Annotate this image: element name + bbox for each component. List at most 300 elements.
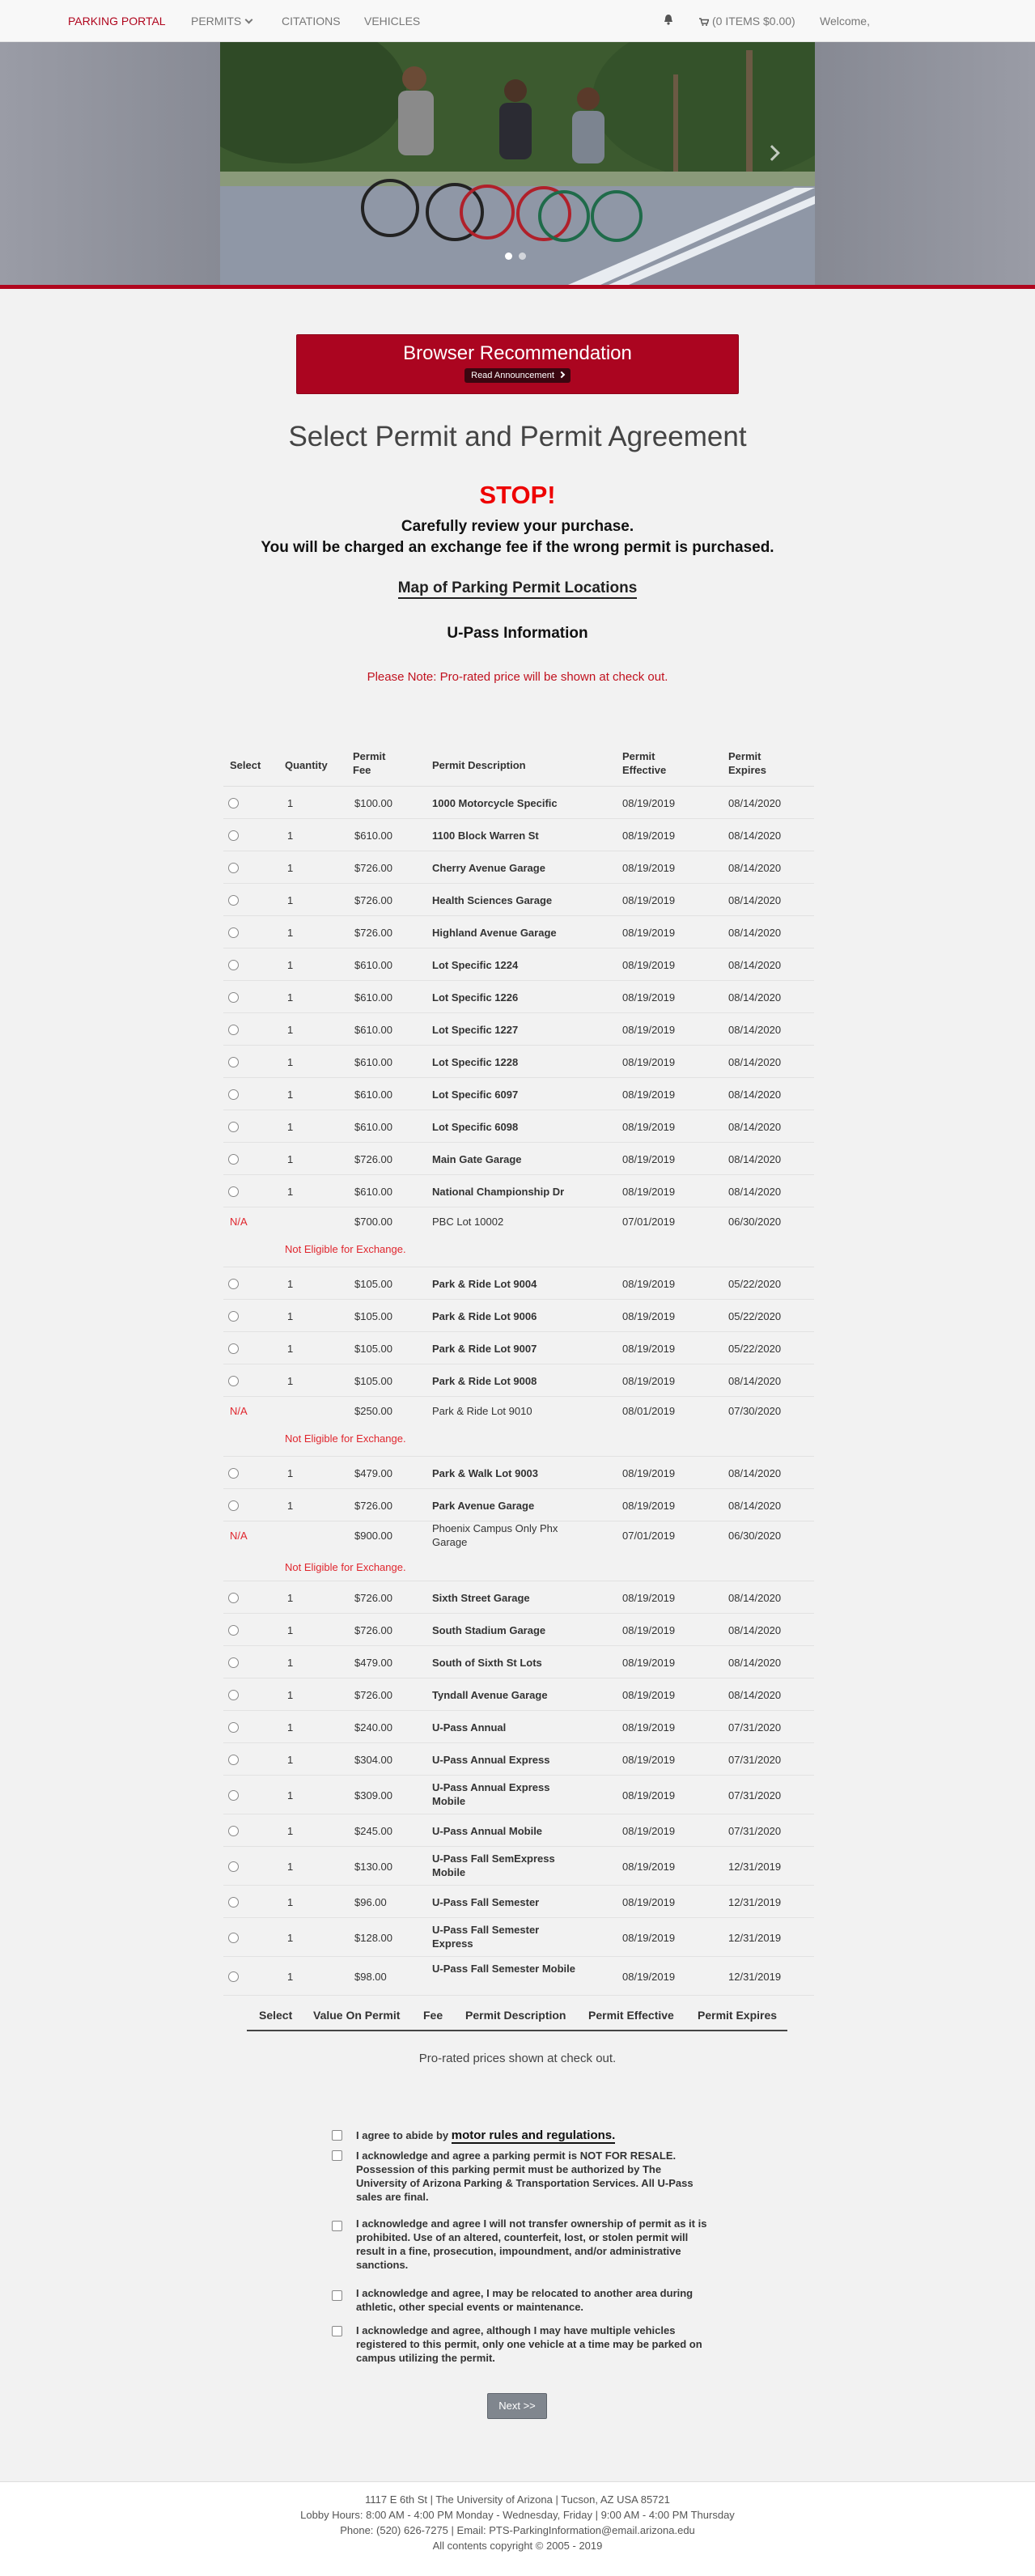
quantity-cell: 1 <box>287 1623 294 1636</box>
agreement-checkbox-1[interactable] <box>332 2130 342 2141</box>
table-row <box>223 1918 814 1957</box>
effective-cell: 08/19/2019 <box>622 1970 676 1983</box>
expires-cell: 12/31/2019 <box>728 1970 782 1983</box>
table-row <box>223 1397 814 1457</box>
table-row <box>223 1078 814 1110</box>
table-row <box>223 948 814 981</box>
permit-select-radio[interactable] <box>228 1186 239 1197</box>
banner-title: Browser Recommendation <box>403 342 632 364</box>
description-cell: U-Pass Fall SemExpress Mobile <box>432 1852 555 1878</box>
fee-cell: $726.00 <box>354 1152 392 1165</box>
table-row <box>223 1046 814 1078</box>
expires-cell: 06/30/2020 <box>728 1530 782 1542</box>
fee-cell: $610.00 <box>354 958 392 971</box>
permit-select-radio[interactable] <box>228 992 239 1003</box>
description-cell: Park & Ride Lot 9004 <box>432 1277 537 1290</box>
description-cell: South of Sixth St Lots <box>432 1656 542 1669</box>
description-cell: Park & Walk Lot 9003 <box>432 1466 539 1479</box>
fee-cell: $610.00 <box>354 1185 392 1198</box>
effective-cell: 08/19/2019 <box>622 1721 676 1734</box>
expires-cell: 08/14/2020 <box>728 1688 782 1701</box>
quantity-cell: 1 <box>287 796 294 809</box>
bell-icon[interactable] <box>664 14 673 25</box>
not-available-label: N/A <box>230 1216 248 1228</box>
expires-cell: 08/14/2020 <box>728 1499 782 1512</box>
permit-select-radio[interactable] <box>228 1057 239 1067</box>
table-row <box>223 1521 814 1581</box>
table-row <box>223 1814 814 1847</box>
footer-hours: Lobby Hours: 8:00 AM - 4:00 PM Monday - Wednesday, Friday | 9:00 AM - 4:00 PM Thursday <box>300 2509 735 2521</box>
carousel-dot[interactable] <box>519 253 526 260</box>
quantity-cell: 1 <box>287 1120 294 1133</box>
effective-cell: 08/19/2019 <box>622 1152 676 1165</box>
fee-cell: $130.00 <box>354 1860 392 1873</box>
table-row <box>223 787 814 819</box>
description-cell: Park & Ride Lot 9007 <box>432 1342 537 1355</box>
not-available-label: N/A <box>230 1530 248 1542</box>
effective-cell: 08/19/2019 <box>622 1688 676 1701</box>
permit-select-radio[interactable] <box>228 1154 239 1165</box>
permit-select-radio[interactable] <box>228 1311 239 1322</box>
expires-cell: 05/22/2020 <box>728 1342 782 1355</box>
top-nav <box>0 0 1035 42</box>
table-row <box>223 1711 814 1743</box>
fee-cell: $128.00 <box>354 1931 392 1944</box>
nav-citations[interactable]: CITATIONS <box>282 15 341 28</box>
fee-cell: $726.00 <box>354 893 392 906</box>
fee-cell: $100.00 <box>354 796 392 809</box>
not-eligible-note: Not Eligible for Exchange. <box>285 1432 406 1445</box>
quantity-cell: 1 <box>287 893 294 906</box>
col2-permit-effective: Permit Effective <box>588 2009 674 2022</box>
quantity-cell: 1 <box>287 861 294 874</box>
permit-select-radio[interactable] <box>228 1790 239 1801</box>
effective-cell: 08/19/2019 <box>622 1466 676 1479</box>
effective-cell: 08/19/2019 <box>622 861 676 874</box>
effective-cell: 08/19/2019 <box>622 1120 676 1133</box>
description-cell: Lot Specific 1227 <box>432 1023 519 1036</box>
fee-cell: $700.00 <box>354 1216 392 1228</box>
nav-vehicles[interactable]: VEHICLES <box>364 15 421 28</box>
hero-carousel <box>0 42 1035 285</box>
quantity-cell: 1 <box>287 1088 294 1101</box>
expires-cell: 08/14/2020 <box>728 796 782 809</box>
effective-cell: 08/19/2019 <box>622 926 676 939</box>
effective-cell: 08/19/2019 <box>622 1055 676 1068</box>
fee-cell: $98.00 <box>354 1970 387 1983</box>
permit-select-radio[interactable] <box>228 1861 239 1872</box>
permit-select-radio[interactable] <box>228 1971 239 1982</box>
effective-cell: 08/19/2019 <box>622 1185 676 1198</box>
footer-address: 1117 E 6th St | The University of Arizona | Tucson, AZ USA 85721 <box>365 2493 670 2506</box>
description-cell: PBC Lot 10002 <box>432 1216 504 1228</box>
not-available-label: N/A <box>230 1405 248 1417</box>
table-row <box>223 1300 814 1332</box>
effective-cell: 07/01/2019 <box>622 1530 676 1542</box>
hero-image <box>220 42 815 285</box>
permit-select-radio[interactable] <box>228 1122 239 1132</box>
warning-line-1: Carefully review your purchase. <box>401 518 634 535</box>
description-cell: Park & Ride Lot 9008 <box>432 1374 537 1387</box>
effective-cell: 07/01/2019 <box>622 1216 676 1228</box>
table-row <box>223 1175 814 1207</box>
permit-select-radio[interactable] <box>228 1025 239 1035</box>
expires-cell: 05/22/2020 <box>728 1277 782 1290</box>
description-cell: 1000 Motorcycle Specific <box>432 796 558 809</box>
read-announcement-button[interactable] <box>464 368 571 383</box>
table-row <box>223 1332 814 1364</box>
table-row <box>223 1743 814 1776</box>
not-eligible-note: Not Eligible for Exchange. <box>285 1243 406 1255</box>
table-row <box>223 916 814 948</box>
map-link-wrap <box>0 579 1035 597</box>
agreement-checkbox-2[interactable] <box>332 2150 342 2161</box>
effective-cell: 08/19/2019 <box>622 1499 676 1512</box>
description-cell: Park & Ride Lot 9006 <box>432 1309 537 1322</box>
quantity-cell: 1 <box>287 958 294 971</box>
hero-divider <box>0 285 1035 289</box>
description-cell: Tyndall Avenue Garage <box>432 1688 548 1701</box>
effective-cell: 08/19/2019 <box>622 958 676 971</box>
agreement-text-1 <box>356 2128 712 2142</box>
effective-cell: 08/19/2019 <box>622 1895 676 1908</box>
description-cell: Lot Specific 6098 <box>432 1120 519 1133</box>
expires-cell: 08/14/2020 <box>728 958 782 971</box>
table-row <box>223 981 814 1013</box>
permit-select-radio[interactable] <box>228 1593 239 1603</box>
col-permit-fee: Permit Fee <box>353 750 386 776</box>
fee-cell: $726.00 <box>354 926 392 939</box>
expires-cell: 08/14/2020 <box>728 1466 782 1479</box>
effective-cell: 08/19/2019 <box>622 1656 676 1669</box>
quantity-cell: 1 <box>287 1895 294 1908</box>
upass-information: U-Pass Information <box>447 625 588 642</box>
effective-cell: 08/19/2019 <box>622 1342 676 1355</box>
fee-cell: $105.00 <box>354 1342 392 1355</box>
prorated-note: Please Note: Pro-rated price will be shown at check out. <box>367 670 668 684</box>
read-announcement-label: Read Announcement <box>471 371 554 380</box>
description-cell: U-Pass Annual <box>432 1721 507 1734</box>
stop-heading: STOP! <box>479 481 556 509</box>
expires-cell: 05/22/2020 <box>728 1309 782 1322</box>
col-permit-description: Permit Description <box>432 759 526 771</box>
quantity-cell: 1 <box>287 991 294 1004</box>
expires-cell: 07/31/2020 <box>728 1753 782 1766</box>
nav-permits[interactable] <box>191 15 252 28</box>
effective-cell: 08/19/2019 <box>622 1789 676 1802</box>
footer <box>0 2481 1035 2576</box>
permit-select-radio[interactable] <box>228 798 239 808</box>
description-cell: Park & Ride Lot 9010 <box>432 1405 532 1417</box>
permit-select-radio[interactable] <box>228 1376 239 1386</box>
fee-cell: $105.00 <box>354 1309 392 1322</box>
fee-cell: $479.00 <box>354 1656 392 1669</box>
table-row <box>223 1207 814 1267</box>
quantity-cell: 1 <box>287 829 294 842</box>
expires-cell: 06/30/2020 <box>728 1216 782 1228</box>
description-cell: Phoenix Campus Only Phx Garage <box>432 1522 558 1548</box>
welcome-text: Welcome, <box>820 15 870 28</box>
table-row <box>223 1364 814 1397</box>
quantity-cell: 1 <box>287 1023 294 1036</box>
nav-parking-portal[interactable]: PARKING PORTAL <box>68 15 166 28</box>
effective-cell: 08/19/2019 <box>622 1277 676 1290</box>
effective-cell: 08/19/2019 <box>622 1088 676 1101</box>
agreement-checkbox-3[interactable] <box>332 2221 342 2231</box>
table-row <box>223 1143 814 1175</box>
quantity-cell: 1 <box>287 1721 294 1734</box>
fee-cell: $105.00 <box>354 1277 392 1290</box>
agreement-text-3: I acknowledge and agree I will not transfer ownership of permit as it is prohibited. Use of an altered, counterfeit, lost, or stolen permit will result in a fine, prosecution, impoundment, and/or administrative sanctions. <box>356 2217 707 2271</box>
col-select: Select <box>230 759 261 771</box>
quantity-cell: 1 <box>287 1753 294 1766</box>
description-cell: National Championship Dr <box>432 1185 565 1198</box>
table-row <box>223 1489 814 1521</box>
table-row <box>223 884 814 916</box>
quantity-cell: 1 <box>287 1152 294 1165</box>
table-row <box>223 1678 814 1711</box>
quantity-cell: 1 <box>287 1499 294 1512</box>
expires-cell: 07/31/2020 <box>728 1789 782 1802</box>
expires-cell: 08/14/2020 <box>728 926 782 939</box>
quantity-cell: 1 <box>287 1789 294 1802</box>
fee-cell: $96.00 <box>354 1895 387 1908</box>
quantity-cell: 1 <box>287 1185 294 1198</box>
effective-cell: 08/19/2019 <box>622 1309 676 1322</box>
permit-select-radio[interactable] <box>228 1690 239 1700</box>
not-eligible-note: Not Eligible for Exchange. <box>285 1561 406 1573</box>
fee-cell: $726.00 <box>354 1499 392 1512</box>
permit-select-radio[interactable] <box>228 1722 239 1733</box>
permit-select-radio[interactable] <box>228 1625 239 1636</box>
quantity-cell: 1 <box>287 1860 294 1873</box>
description-cell: Lot Specific 6097 <box>432 1088 519 1101</box>
expires-cell: 08/14/2020 <box>728 1656 782 1669</box>
quantity-cell: 1 <box>287 1591 294 1604</box>
description-cell: Park Avenue Garage <box>432 1499 535 1512</box>
agreement-1-text: I agree to abide by <box>356 2129 452 2141</box>
effective-cell: 08/19/2019 <box>622 1623 676 1636</box>
permit-select-radio[interactable] <box>228 1279 239 1289</box>
description-cell: U-Pass Fall Semester Mobile <box>432 1963 576 1975</box>
effective-cell: 08/19/2019 <box>622 991 676 1004</box>
quantity-cell: 1 <box>287 1055 294 1068</box>
nav-permits-label: PERMITS <box>191 15 242 28</box>
quantity-cell: 1 <box>287 1309 294 1322</box>
cart-link[interactable] <box>699 15 795 28</box>
fee-cell: $304.00 <box>354 1753 392 1766</box>
description-cell: Main Gate Garage <box>432 1152 522 1165</box>
quantity-cell: 1 <box>287 1824 294 1837</box>
table-row <box>223 1110 814 1143</box>
description-cell: Lot Specific 1224 <box>432 958 519 971</box>
agreement-text-2: I acknowledge and agree a parking permit is NOT FOR RESALE. Possession of this parking permit must be authorized by The University of Arizona Parking & Transportation Services. All U-Pass sales are final. <box>356 2149 694 2203</box>
fee-cell: $726.00 <box>354 1688 392 1701</box>
fee-cell: $240.00 <box>354 1721 392 1734</box>
effective-cell: 08/19/2019 <box>622 893 676 906</box>
description-cell: Highland Avenue Garage <box>432 926 557 939</box>
fee-cell: $610.00 <box>354 829 392 842</box>
carousel-dots <box>502 249 529 264</box>
quantity-cell: 1 <box>287 1656 294 1669</box>
quantity-cell: 1 <box>287 1688 294 1701</box>
effective-cell: 08/01/2019 <box>622 1405 676 1417</box>
quantity-cell: 1 <box>287 1277 294 1290</box>
expires-cell: 08/14/2020 <box>728 1374 782 1387</box>
footer-copyright: All contents copyright © 2005 - 2019 <box>432 2540 603 2552</box>
permit-select-radio[interactable] <box>228 863 239 873</box>
permit-select-radio[interactable] <box>228 1089 239 1100</box>
expires-cell: 08/14/2020 <box>728 829 782 842</box>
col-permit-effective: Permit Effective <box>622 750 667 776</box>
permit-select-radio[interactable] <box>228 830 239 841</box>
permit-select-radio[interactable] <box>228 1755 239 1765</box>
cart-icon <box>699 18 709 26</box>
map-of-parking-permit-locations-link[interactable]: Map of Parking Permit Locations <box>398 579 638 599</box>
quantity-cell: 1 <box>287 1466 294 1479</box>
agreement-text-5: I acknowledge and agree, although I may have multiple vehicles registered to this permit, only one vehicle at a time may be parked on campus utilizing the permit. <box>356 2324 702 2364</box>
description-cell: Lot Specific 1226 <box>432 991 519 1004</box>
permit-select-radio[interactable] <box>228 1500 239 1511</box>
permit-select-radio[interactable] <box>228 895 239 906</box>
fee-cell: $105.00 <box>354 1374 392 1387</box>
expires-cell: 12/31/2019 <box>728 1860 782 1873</box>
col2-select: Select <box>259 2009 293 2022</box>
description-cell: U-Pass Annual Express Mobile <box>432 1781 550 1807</box>
warning-line-2: You will be charged an exchange fee if the wrong permit is purchased. <box>261 539 774 556</box>
description-cell: Lot Specific 1228 <box>432 1055 519 1068</box>
description-cell: Health Sciences Garage <box>432 893 553 906</box>
permit-table <box>223 746 814 1996</box>
permit-select-radio[interactable] <box>228 1933 239 1943</box>
permit-table-body <box>223 787 814 1996</box>
permit-select-radio[interactable] <box>228 927 239 938</box>
expires-cell: 08/14/2020 <box>728 1088 782 1101</box>
chevron-down-icon <box>245 16 253 24</box>
browser-recommendation-banner <box>296 334 739 394</box>
expires-cell: 08/14/2020 <box>728 991 782 1004</box>
expires-cell: 08/14/2020 <box>728 1120 782 1133</box>
fee-cell: $610.00 <box>354 1088 392 1101</box>
col2-fee: Fee <box>423 2009 443 2022</box>
expires-cell: 08/14/2020 <box>728 1023 782 1036</box>
warning-text <box>0 516 1035 558</box>
table-row <box>223 851 814 884</box>
agreement-text-4: I acknowledge and agree, I may be relocated to another area during athletic, other special events or maintenance. <box>356 2287 694 2313</box>
fee-cell: $900.00 <box>354 1530 392 1542</box>
permit-select-radio[interactable] <box>228 1657 239 1668</box>
fee-cell: $610.00 <box>354 1023 392 1036</box>
effective-cell: 08/19/2019 <box>622 829 676 842</box>
effective-cell: 08/19/2019 <box>622 1931 676 1944</box>
description-cell: U-Pass Annual Mobile <box>432 1824 543 1837</box>
expires-cell: 07/31/2020 <box>728 1721 782 1734</box>
next-button[interactable]: Next >> <box>487 2393 547 2419</box>
agreement-checkbox-5[interactable] <box>332 2326 342 2336</box>
fee-cell: $726.00 <box>354 1623 392 1636</box>
expires-cell: 12/31/2019 <box>728 1931 782 1944</box>
selected-permit-table-header <box>247 2005 787 2031</box>
effective-cell: 08/19/2019 <box>622 1753 676 1766</box>
permit-select-radio[interactable] <box>228 1826 239 1836</box>
expires-cell: 08/14/2020 <box>728 1185 782 1198</box>
effective-cell: 08/19/2019 <box>622 1824 676 1837</box>
cart-label: (0 ITEMS $0.00) <box>712 15 795 28</box>
table-row <box>223 1646 814 1678</box>
quantity-cell: 1 <box>287 1374 294 1387</box>
description-cell: 1100 Block Warren St <box>432 829 539 842</box>
effective-cell: 08/19/2019 <box>622 796 676 809</box>
description-cell: Sixth Street Garage <box>432 1591 530 1604</box>
permit-table-header <box>223 746 814 787</box>
footer-contact: Phone: (520) 626-7275 | Email: PTS-ParkingInformation@email.arizona.edu <box>340 2524 695 2536</box>
chevron-right-icon <box>558 371 565 378</box>
description-cell: U-Pass Annual Express <box>432 1753 550 1766</box>
table-row <box>223 1847 814 1886</box>
table-row <box>223 1957 814 1996</box>
expires-cell: 08/14/2020 <box>728 1623 782 1636</box>
quantity-cell: 1 <box>287 926 294 939</box>
description-cell: Cherry Avenue Garage <box>432 861 545 874</box>
table-row <box>223 1886 814 1918</box>
motor-rules-link[interactable]: motor rules and regulations. <box>451 2128 616 2142</box>
permit-select-radio[interactable] <box>228 960 239 970</box>
quantity-cell: 1 <box>287 1931 294 1944</box>
expires-cell: 07/30/2020 <box>728 1405 782 1417</box>
permit-select-radio[interactable] <box>228 1897 239 1908</box>
effective-cell: 08/19/2019 <box>622 1023 676 1036</box>
fee-cell: $610.00 <box>354 991 392 1004</box>
effective-cell: 08/19/2019 <box>622 1860 676 1873</box>
description-cell: U-Pass Fall Semester Express <box>432 1924 540 1950</box>
carousel-dot[interactable] <box>505 253 512 260</box>
expires-cell: 12/31/2019 <box>728 1895 782 1908</box>
expires-cell: 08/14/2020 <box>728 893 782 906</box>
fee-cell: $245.00 <box>354 1824 392 1837</box>
table-row <box>223 1267 814 1300</box>
fee-cell: $309.00 <box>354 1789 392 1802</box>
fee-cell: $610.00 <box>354 1120 392 1133</box>
effective-cell: 08/19/2019 <box>622 1591 676 1604</box>
agreement-checkbox-4[interactable] <box>332 2290 342 2301</box>
fee-cell: $726.00 <box>354 861 392 874</box>
prorated-checkout-note: Pro-rated prices shown at check out. <box>418 2052 617 2065</box>
permit-select-radio[interactable] <box>228 1468 239 1479</box>
col-quantity: Quantity <box>285 759 328 771</box>
table-row <box>223 1013 814 1046</box>
fee-cell: $610.00 <box>354 1055 392 1068</box>
expires-cell: 07/31/2020 <box>728 1824 782 1837</box>
page-title: Select Permit and Permit Agreement <box>288 421 747 452</box>
fee-cell: $479.00 <box>354 1466 392 1479</box>
table-row <box>223 1457 814 1489</box>
col2-value-on-permit: Value On Permit <box>313 2009 401 2022</box>
fee-cell: $726.00 <box>354 1591 392 1604</box>
fee-cell: $250.00 <box>354 1405 392 1417</box>
col2-permit-description: Permit Description <box>465 2009 566 2022</box>
expires-cell: 08/14/2020 <box>728 1055 782 1068</box>
table-row <box>223 1776 814 1814</box>
quantity-cell: 1 <box>287 1342 294 1355</box>
table-row <box>223 819 814 851</box>
quantity-cell: 1 <box>287 1970 294 1983</box>
table-row <box>223 1614 814 1646</box>
description-cell: South Stadium Garage <box>432 1623 546 1636</box>
col-permit-expires: Permit Expires <box>728 750 766 776</box>
expires-cell: 08/14/2020 <box>728 1591 782 1604</box>
expires-cell: 08/14/2020 <box>728 1152 782 1165</box>
permit-select-radio[interactable] <box>228 1343 239 1354</box>
